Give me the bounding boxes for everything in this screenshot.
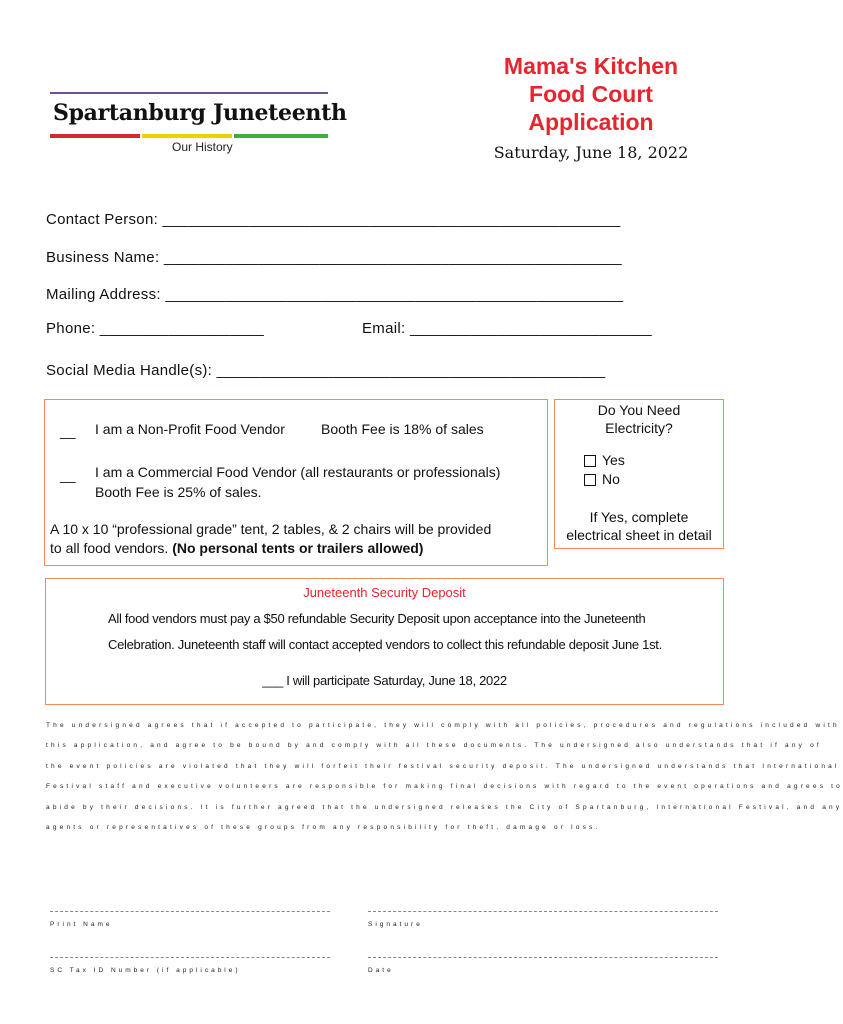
participate-line[interactable]: ___ I will participate Saturday, June 18, 2022 <box>262 673 507 688</box>
email-field[interactable]: Email: ____________________________ <box>362 320 652 337</box>
logo-subtitle: Our History <box>172 140 233 154</box>
tent-info-line-2 <box>50 540 423 556</box>
commercial-blank[interactable]: __ <box>60 467 76 483</box>
logo-yellow-bar <box>142 134 232 138</box>
electricity-yes-option[interactable] <box>584 452 625 468</box>
date-line[interactable] <box>368 957 718 958</box>
yes-label: Yes <box>602 452 625 468</box>
no-label: No <box>602 471 620 487</box>
nonprofit-fee-label: Booth Fee is 18% of sales <box>321 421 484 437</box>
tax-id-line[interactable] <box>50 957 330 958</box>
date-label: Date <box>368 967 394 974</box>
nonprofit-vendor-label: I am a Non-Profit Food Vendor <box>95 421 285 437</box>
print-name-label: Print Name <box>50 921 113 928</box>
commercial-fee-label: Booth Fee is 25% of sales. <box>95 484 262 500</box>
electricity-question-line-2: Electricity? <box>605 420 673 436</box>
commercial-vendor-label: I am a Commercial Food Vendor (all restaurants or professionals) <box>95 464 501 480</box>
legal-agreement-text <box>46 716 843 838</box>
electrical-note-line-2: electrical sheet in detail <box>566 527 712 543</box>
page-title <box>470 52 712 136</box>
signature-label: Signature <box>368 921 423 928</box>
legal-line-1: The undersigned agrees that if accepted to participate, they will comply with all policies, procedures and regulations included with <box>46 722 840 729</box>
tax-id-label: SC Tax ID Number (if applicable) <box>50 967 241 974</box>
social-media-field[interactable]: Social Media Handle(s): _____________________________________________ <box>46 362 606 379</box>
logo-title: Spartanburg Juneteenth <box>53 100 347 126</box>
logo-green-bar <box>234 134 328 138</box>
legal-line-6: agents or representatives of these groups from any responsibility for theft, damage or loss. <box>46 824 601 832</box>
deposit-text-line-1: All food vendors must pay a $50 refundable Security Deposit upon acceptance into the Juneteenth <box>108 611 646 626</box>
contact-person-field[interactable]: Contact Person: _____________________________________________________ <box>46 211 621 228</box>
phone-field[interactable]: Phone: ___________________ <box>46 320 265 337</box>
legal-line-4: Festival staff and executive volunteers are responsible for making final decisions with regard to the event operations and agrees to <box>46 783 843 791</box>
legal-line-3: the event policies are violated that they will forfeit their festival security deposit. The undersigned understands that International <box>46 762 840 770</box>
electricity-question-line-1: Do You Need <box>597 402 681 418</box>
signature-line[interactable] <box>368 911 718 912</box>
deposit-text-line-2: Celebration. Juneteenth staff will contact accepted vendors to collect this refundable deposit June 1st. <box>108 637 662 652</box>
legal-line-2: this application, and agree to be bound by and comply with all these documents. The undersigned also understands that if any of <box>46 742 822 750</box>
logo-red-bar <box>50 134 140 138</box>
tent-info-bold: (No personal tents or trailers allowed) <box>172 540 424 556</box>
nonprofit-blank[interactable]: __ <box>60 423 76 439</box>
electrical-sheet-note <box>554 509 724 543</box>
yes-checkbox[interactable] <box>584 455 596 467</box>
tent-info-line-1: A 10 x 10 “professional grade” tent, 2 tables, & 2 chairs will be provided <box>50 521 492 537</box>
title-line-1: Mama's Kitchen <box>503 53 679 79</box>
event-date: Saturday, June 18, 2022 <box>493 143 689 162</box>
electricity-question <box>554 402 724 436</box>
mailing-address-field[interactable]: Mailing Address: _____________________________________________________ <box>46 286 624 303</box>
electrical-note-line-1: If Yes, complete <box>589 509 689 525</box>
no-checkbox[interactable] <box>584 474 596 486</box>
logo-top-line <box>50 92 328 94</box>
title-line-3: Application <box>528 109 654 135</box>
electricity-no-option[interactable] <box>584 471 620 487</box>
tent-info-text: to all food vendors. <box>50 540 173 556</box>
business-name-field[interactable]: Business Name: _____________________________________________________ <box>46 249 622 266</box>
legal-line-5: abide by their decisions. It is further agreed that the undersigned releases the City of Spartanburg, International Festival, and any <box>46 803 843 811</box>
deposit-title: Juneteenth Security Deposit <box>303 585 466 600</box>
title-line-2: Food Court <box>529 81 653 107</box>
print-name-line[interactable] <box>50 911 330 912</box>
